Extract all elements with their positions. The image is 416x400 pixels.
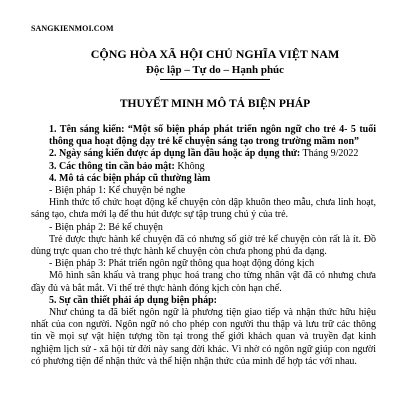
document-title: THUYẾT MINH MÔ TẢ BIỆN PHÁP [119, 98, 311, 110]
motto-underline [160, 79, 270, 80]
section-4-heading: 4. Mô tả các biện pháp cũ thường làm [49, 172, 211, 184]
motto-text: Độc lập – Tự do – Hạnh phúc [145, 64, 285, 76]
measure-2-title: - Biện pháp 2: Bé kể chuyện [49, 221, 163, 233]
measure-1-text: Hình thức tổ chức hoạt động kể chuyện còn dập khuôn theo mẫu, chưa linh hoạt, sáng tạo, chưa mới lạ để thu hút được sự tập trung chú ý của trẻ. [31, 197, 376, 221]
national-motto [0, 64, 416, 76]
document-body [31, 124, 376, 368]
measure-2-text: Trẻ được thực hành kể chuyện đã có nhưng số giờ trẻ kể chuyện còn rất là ít. Đồ dùng trực quan cho trẻ thực hành kể chuyện còn chưa phong phú đa dạng. [31, 233, 376, 258]
section-3-label: 3. Các thông tin cần bảo mật: [49, 160, 175, 172]
section-3 [31, 161, 376, 173]
measure-3-text: Mô hình sân khấu và trang phục hoá trang cho từng nhân vật đã có nhưng chưa đầy đủ và bắt mắt. Vì thế trẻ thực hành đóng kịch còn hạn chế. [31, 270, 376, 294]
section-3-value: Không [174, 160, 205, 172]
measure-3-title: - Biện pháp 3: Phát triển ngôn ngữ thông qua hoạt động đóng kịch [49, 258, 315, 270]
section-2-label: 2. Ngày sáng kiến được áp dụng lần đầu hoặc áp dụng thử: [49, 148, 301, 160]
measure-1-title: - Biện pháp 1: Kể chuyện bé nghe [49, 185, 186, 197]
site-watermark: SANGKIENMOI.COM [31, 24, 114, 33]
section-5-heading: 5. Sự cần thiết phải áp dụng biện pháp: [49, 294, 218, 306]
section-1-heading: 1. Tên sáng kiến: “Một số biện pháp phát triển ngôn ngữ cho trẻ 4- 5 tuổi thông qua hoạt động dạy trẻ kể chuyện sáng tạo trong trường mầm non” [49, 124, 376, 148]
section-5-text: Như chúng ta đã biết ngôn ngữ là phương tiện giao tiếp và nhận thức hữu hiệu nhất của con người. Ngôn ngữ nó cho phép con người thu thập và lưu trữ các thông tin về mọi sự vật hiện tượng tồn tại trong thế giới khách quan và truyền đạt kinh nghiệm lịch sử - xã hội từ đời này sang đời khác. Vì nhờ có ngôn ngữ giúp con người có phương tiện để nhận thức và thể hiện nhận thức của mình để hợp tác với nhau. [31, 307, 376, 367]
national-header: CỘNG HÒA XÃ HỘI CHỦ NGHĨA VIỆT NAM [90, 47, 340, 61]
section-2 [31, 148, 376, 160]
section-2-value: Tháng 9/2022 [300, 148, 359, 160]
